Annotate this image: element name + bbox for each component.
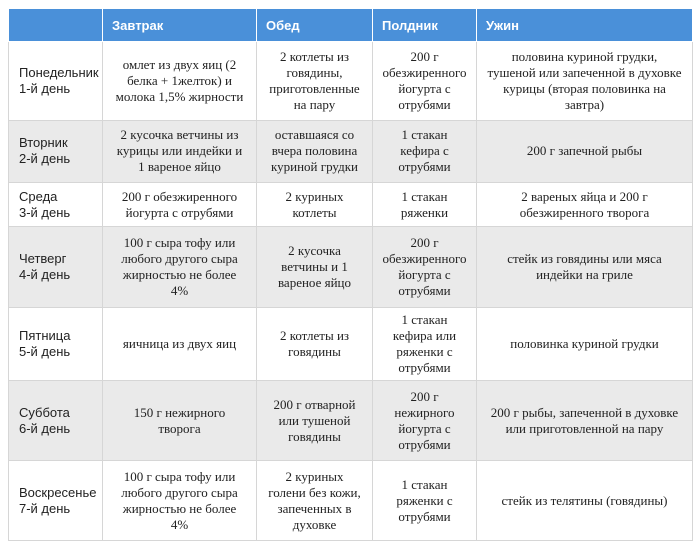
table-row	[9, 308, 693, 381]
dinner-cell-line: завтра)	[564, 96, 605, 112]
day-cell	[9, 380, 103, 461]
dinner-cell	[477, 308, 693, 381]
lunch-cell-line: вареное яйцо	[277, 275, 352, 291]
breakfast-cell-line: яичница из двух яиц	[122, 335, 237, 351]
snack-cell-line: ряженки с	[396, 343, 453, 359]
lunch-cell	[257, 120, 373, 183]
breakfast-cell-line: творога	[158, 420, 201, 436]
breakfast-cell	[103, 308, 257, 381]
lunch-cell	[257, 183, 373, 227]
breakfast-cell-line: 200 г обезжиренного	[121, 188, 238, 204]
breakfast-cell-line: 100 г сыра тофу или	[123, 468, 236, 484]
snack-cell-line: отрубями	[398, 283, 451, 299]
breakfast-cell-line: 1 вареное яйцо	[138, 159, 221, 175]
lunch-cell-line: котлеты	[292, 204, 337, 220]
dinner-cell	[477, 120, 693, 183]
snack-cell-line: кефира или	[392, 327, 457, 343]
dinner-cell-line: половина куриной грудки,	[511, 48, 658, 64]
breakfast-cell	[103, 461, 257, 541]
breakfast-cell	[103, 42, 257, 121]
day-cell	[9, 308, 103, 381]
table-row	[9, 120, 693, 183]
snack-cell-line: отрубями	[398, 96, 451, 112]
day-cell	[9, 183, 103, 227]
day-cell-line: 2-й день	[19, 151, 71, 167]
snack-cell-line: отрубями	[398, 359, 451, 375]
snack-cell-line: ряженки	[400, 204, 449, 220]
table-row	[9, 461, 693, 541]
breakfast-cell-line: молока 1,5% жирности	[115, 88, 244, 104]
lunch-cell-line: оставшаяся со	[274, 127, 355, 143]
snack-cell-line: нежирного	[394, 404, 455, 420]
lunch-cell-line: говядины,	[286, 64, 343, 80]
dinner-cell-line: обезжиренного творога	[519, 204, 650, 220]
dinner-cell	[477, 461, 693, 541]
dinner-cell-line: 200 г рыбы, запеченной в духовке	[490, 404, 679, 420]
dinner-cell-line: стейк из телятины (говядины)	[501, 492, 668, 508]
snack-cell-line: 1 стакан	[401, 476, 448, 492]
header-lunch: Обед	[257, 9, 373, 42]
day-cell-line: Суббота	[19, 404, 70, 420]
breakfast-cell-line: жирностью не более	[122, 500, 237, 516]
breakfast-cell-line: жирностью не более	[122, 267, 237, 283]
dinner-cell-line: тушеной или запеченной в духовке	[487, 64, 682, 80]
dinner-cell-line: половинка куриной грудки	[510, 335, 659, 351]
header-breakfast: Завтрак	[103, 9, 257, 42]
snack-cell-line: отрубями	[398, 159, 451, 175]
snack-cell-line: обезжиренного	[382, 251, 467, 267]
snack-cell	[373, 42, 477, 121]
breakfast-cell-line: 150 г нежирного	[133, 404, 226, 420]
breakfast-cell-line: 2 кусочка ветчины из	[120, 127, 239, 143]
header-corner	[9, 9, 103, 42]
lunch-cell-line: 2 куриных	[285, 188, 344, 204]
breakfast-cell-line: любого другого сыра	[121, 484, 238, 500]
lunch-cell-line: 2 куриных	[285, 468, 344, 484]
lunch-cell-line: говядины	[288, 343, 341, 359]
table-row	[9, 42, 693, 121]
day-cell-line: 4-й день	[19, 267, 71, 283]
day-cell-line: Воскресенье	[19, 484, 97, 500]
day-cell-line: Понедельник	[19, 64, 99, 80]
day-cell-line: Вторник	[19, 135, 68, 151]
snack-cell	[373, 461, 477, 541]
meal-plan-table	[8, 8, 693, 541]
snack-cell-line: 200 г	[410, 235, 439, 251]
header-dinner: Ужин	[477, 9, 693, 42]
snack-cell-line: йогурта с	[398, 80, 451, 96]
table-body	[9, 42, 693, 541]
snack-cell-line: йогурта с	[398, 420, 451, 436]
dinner-cell	[477, 183, 693, 227]
lunch-cell-line: приготовленные	[269, 80, 360, 96]
header-snack: Полдник	[373, 9, 477, 42]
lunch-cell-line: 2 кусочка	[288, 243, 341, 259]
snack-cell-line: обезжиренного	[382, 64, 467, 80]
breakfast-cell-line: 4%	[170, 516, 189, 532]
snack-cell-line: йогурта с	[398, 267, 451, 283]
dinner-cell-line: курицы (вторая половинка на	[503, 80, 666, 96]
dinner-cell	[477, 42, 693, 121]
day-cell	[9, 461, 103, 541]
header-row	[9, 9, 693, 42]
table-row	[9, 183, 693, 227]
snack-cell	[373, 183, 477, 227]
snack-cell-line: кефира с	[400, 143, 449, 159]
lunch-cell	[257, 308, 373, 381]
snack-cell-line: 1 стакан	[401, 127, 448, 143]
table-row	[9, 227, 693, 308]
day-cell-line: 3-й день	[19, 204, 71, 220]
breakfast-cell-line: 100 г сыра тофу или	[123, 235, 236, 251]
dinner-cell-line: индейки на гриле	[536, 267, 633, 283]
snack-cell	[373, 120, 477, 183]
snack-cell-line: отрубями	[398, 508, 451, 524]
day-cell-line: Пятница	[19, 327, 71, 343]
lunch-cell-line: запеченных в	[277, 500, 352, 516]
lunch-cell-line: 2 котлеты из	[279, 327, 350, 343]
lunch-cell	[257, 380, 373, 461]
snack-cell-line: 1 стакан	[401, 188, 448, 204]
lunch-cell-line: говядины	[288, 428, 341, 444]
dinner-cell	[477, 227, 693, 308]
dinner-cell-line: стейк из говядины или мяса	[507, 251, 662, 267]
lunch-cell-line: 200 г отварной	[273, 396, 356, 412]
lunch-cell-line: куриной грудки	[271, 159, 358, 175]
lunch-cell-line: или тушеной	[278, 412, 351, 428]
day-cell-line: Среда	[19, 188, 58, 204]
breakfast-cell-line: йогурта с отрубями	[125, 204, 234, 220]
day-cell	[9, 42, 103, 121]
day-cell-line: 5-й день	[19, 343, 71, 359]
breakfast-cell-line: омлет из двух яиц (2	[122, 56, 237, 72]
day-cell	[9, 227, 103, 308]
dinner-cell	[477, 380, 693, 461]
breakfast-cell	[103, 120, 257, 183]
table-row	[9, 380, 693, 461]
lunch-cell-line: 2 котлеты из	[279, 48, 350, 64]
breakfast-cell-line: курицы или индейки и	[116, 143, 243, 159]
lunch-cell	[257, 461, 373, 541]
day-cell	[9, 120, 103, 183]
breakfast-cell-line: 4%	[170, 283, 189, 299]
lunch-cell-line: голени без кожи,	[268, 484, 361, 500]
day-cell-line: 7-й день	[19, 500, 71, 516]
snack-cell	[373, 308, 477, 381]
breakfast-cell	[103, 380, 257, 461]
breakfast-cell-line: любого другого сыра	[121, 251, 238, 267]
day-cell-line: Четверг	[19, 251, 67, 267]
breakfast-cell	[103, 227, 257, 308]
dinner-cell-line: 200 г запечной рыбы	[526, 143, 643, 159]
snack-cell	[373, 227, 477, 308]
lunch-cell-line: на пару	[293, 96, 336, 112]
lunch-cell	[257, 227, 373, 308]
snack-cell	[373, 380, 477, 461]
lunch-cell-line: ветчины и 1	[281, 259, 348, 275]
dinner-cell-line: 2 вареных яйца и 200 г	[521, 188, 648, 204]
breakfast-cell-line: белка + 1желток) и	[127, 72, 232, 88]
snack-cell-line: 1 стакан	[401, 311, 448, 327]
breakfast-cell	[103, 183, 257, 227]
snack-cell-line: ряженки с	[396, 492, 453, 508]
day-cell-line: 1-й день	[19, 80, 71, 96]
lunch-cell	[257, 42, 373, 121]
lunch-cell-line: вчера половина	[271, 143, 358, 159]
snack-cell-line: 200 г	[410, 48, 439, 64]
lunch-cell-line: духовке	[292, 516, 337, 532]
snack-cell-line: отрубями	[398, 436, 451, 452]
day-cell-line: 6-й день	[19, 420, 71, 436]
snack-cell-line: 200 г	[410, 388, 439, 404]
dinner-cell-line: или приготовленной на пару	[505, 420, 664, 436]
